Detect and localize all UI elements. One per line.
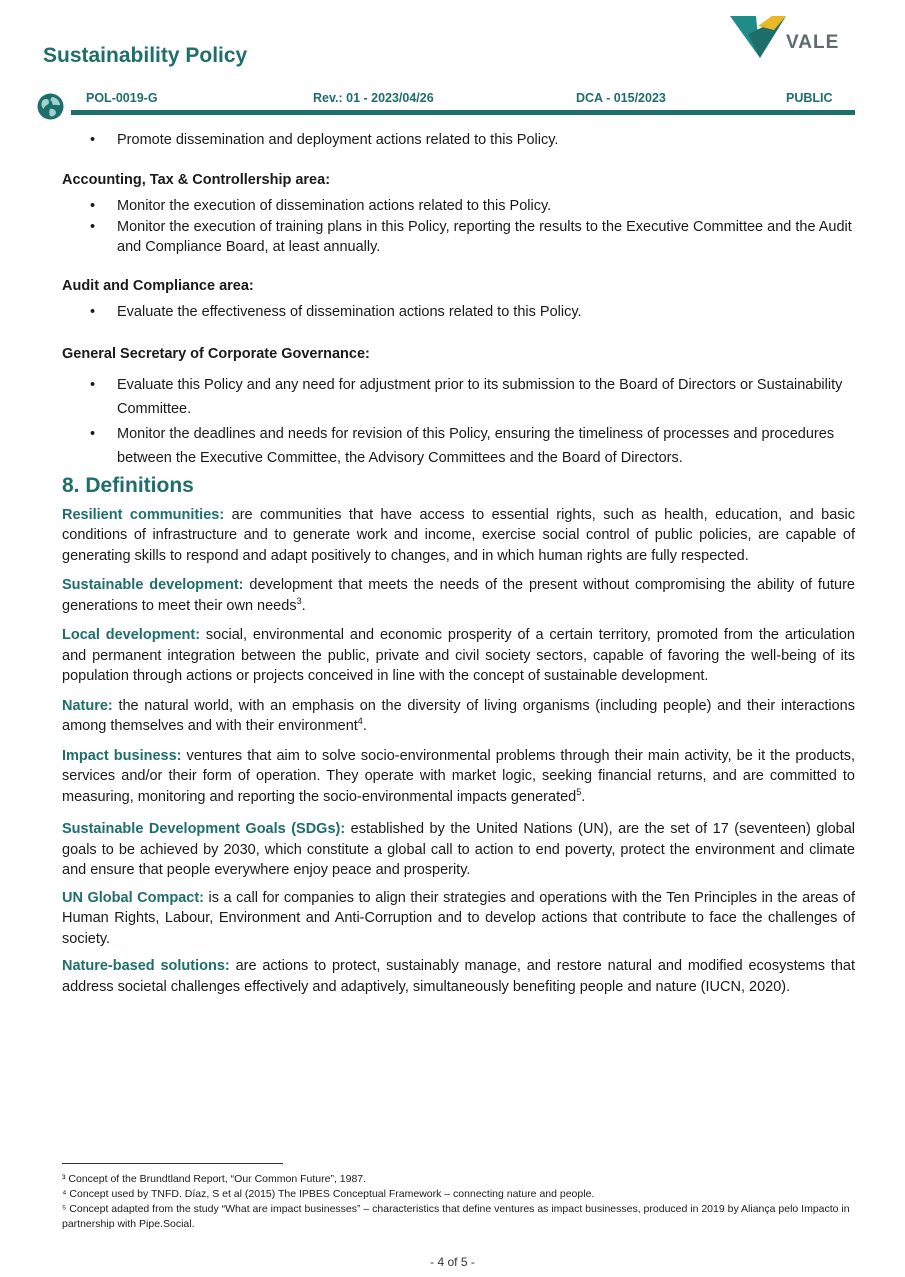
footnote-ref: 4	[357, 716, 363, 727]
footnote-separator	[62, 1163, 283, 1164]
definition-text: the natural world, with an emphasis on the diversity of living organisms (including people) and their interactions among themselves and with their environment	[62, 697, 855, 734]
header-rule	[71, 110, 855, 115]
dca-number: DCA - 015/2023	[576, 91, 666, 105]
footnote: ⁴ Concept used by TNFD. Díaz, S et al (2015) The IPBES Conceptual Framework – connecting nature and people.	[62, 1188, 595, 1200]
definitions-heading: 8. Definitions	[62, 474, 194, 497]
definition-text: are actions to protect, sustainably manage, and restore natural and modified ecosystems that address societal challenges effectively and adaptively, simultaneously benefiting people and nature (IUCN, 2020).	[62, 958, 855, 995]
section-heading: Audit and Compliance area:	[62, 277, 254, 294]
vale-logo-text: VALE	[786, 32, 840, 53]
page-number: - 4 of 5 -	[430, 1255, 475, 1269]
section-heading: Accounting, Tax & Controllership area:	[62, 171, 331, 188]
definition-item: Sustainable development: development that meets the needs of the present without compromising the ability of future generations to meet their own needs$^3$.	[62, 577, 855, 614]
definition-term: Local development:	[62, 627, 201, 643]
definition-text: established by the United Nations (UN), are the set of 17 (seventeen) global goals to be achieved by 2030, which constitute a global call to action to end poverty, protect the environment and climate and ensure that people everywhere enjoy peace and prosperity.	[62, 821, 856, 878]
definition-term: Nature:	[62, 697, 113, 714]
definition-item	[62, 956, 855, 997]
document-title: Sustainability Policy	[43, 44, 248, 67]
page-content	[62, 130, 855, 997]
section-heading: General Secretary of Corporate Governance:	[62, 345, 370, 362]
list-item: • Monitor the execution of training plans in this Policy, reporting the results to the Executive Committee and the Audit and Compliance Board, at least annually.	[90, 218, 852, 255]
definition-text: ventures that aim to solve socio-environmental problems through their main activity, be it the products, services and/or their form of operation. They operate with market logic, seeking financial returns, and are committed to measuring, monitoring and reporting the socio-environmental impacts generated	[62, 747, 856, 805]
list-item: • Monitor the execution of dissemination actions related to this Policy.	[90, 198, 552, 214]
definition-text: development that meets the needs of the present without compromising the ability of future generations to meet their own needs	[62, 577, 855, 614]
definition-item: Nature: the natural world, with an emphasis on the diversity of living organisms (including people) and their interactions among themselves and with their environment$^4$.	[62, 697, 855, 734]
definition-item	[62, 888, 855, 950]
definition-item	[62, 625, 855, 687]
definition-term: Nature-based solutions:	[62, 958, 230, 974]
definition-text: is a call for companies to align their strategies and operations with the Ten Principles in the areas of Human Rights, Labour, Environment and Anti-Corruption and to develop actions that contribute to face the challenges of society.	[62, 889, 855, 947]
definition-term: Resilient communities:	[62, 506, 225, 523]
revision-info: Rev.: 01 - 2023/04/26	[313, 91, 434, 105]
footnote-ref: 5	[576, 786, 582, 797]
classification-label: PUBLIC	[786, 91, 833, 105]
definition-term: UN Global Compact:	[62, 889, 204, 906]
definition-item	[62, 819, 855, 881]
globe-icon	[37, 93, 64, 120]
definition-item: Impact business: ventures that aim to solve socio-environmental problems through their main activity, be it the products, services and/or their form of operation. They operate with market logic, seeking financial returns, and are committed to measuring, monitoring and reporting the socio-environmental impacts generated$^5$.	[62, 747, 856, 805]
list-item: • Evaluate the effectiveness of dissemination actions related to this Policy.	[90, 304, 582, 320]
definition-text: social, environmental and economic prosperity of a certain territory, promoted from the articulation and permanent integration between the public, private and civil society sectors, capable of favoring the well-being of its population through actions or projects conceived in line with the concept of sustainable development.	[62, 627, 855, 684]
definitions-list	[62, 505, 855, 998]
definition-term: Impact business:	[62, 747, 182, 764]
footnote-ref: 3	[296, 595, 302, 606]
vale-logo-icon	[728, 12, 788, 60]
definition-term: Sustainable Development Goals (SDGs):	[62, 821, 346, 837]
footnote: ⁵ Concept adapted from the study “What are impact businesses” – characteristics that define ventures as impact businesses, produced in 2019 by Aliança pelo Impacto in partnership with Pipe.Social.	[62, 1203, 850, 1230]
list-item: • Evaluate this Policy and any need for adjustment prior to its submission to the Board of Directors or Sustainability Committee.	[90, 377, 843, 417]
definition-text: are communities that have access to essential rights, such as health, education, and basic conditions of infrastructure and to generate work and income, exercise social control of public policies, are capable of generating skills to respond and adapt positively to changes, and in which human rights are fully respected.	[62, 506, 855, 564]
vale-logo	[728, 12, 848, 62]
footnotes	[62, 1172, 857, 1232]
definition-term: Sustainable development:	[62, 577, 244, 593]
list-item: • Monitor the deadlines and needs for revision of this Policy, ensuring the timeliness of processes and procedures between the Executive Committee, the Advisory Committees and the Board of Directors.	[90, 426, 835, 466]
list-item: • Promote dissemination and deployment actions related to this Policy.	[90, 132, 559, 148]
definition-item	[62, 505, 855, 567]
document-id: POL-0019-G	[86, 91, 158, 105]
footnote: ³ Concept of the Brundtland Report, “Our Common Future”, 1987.	[62, 1173, 367, 1185]
